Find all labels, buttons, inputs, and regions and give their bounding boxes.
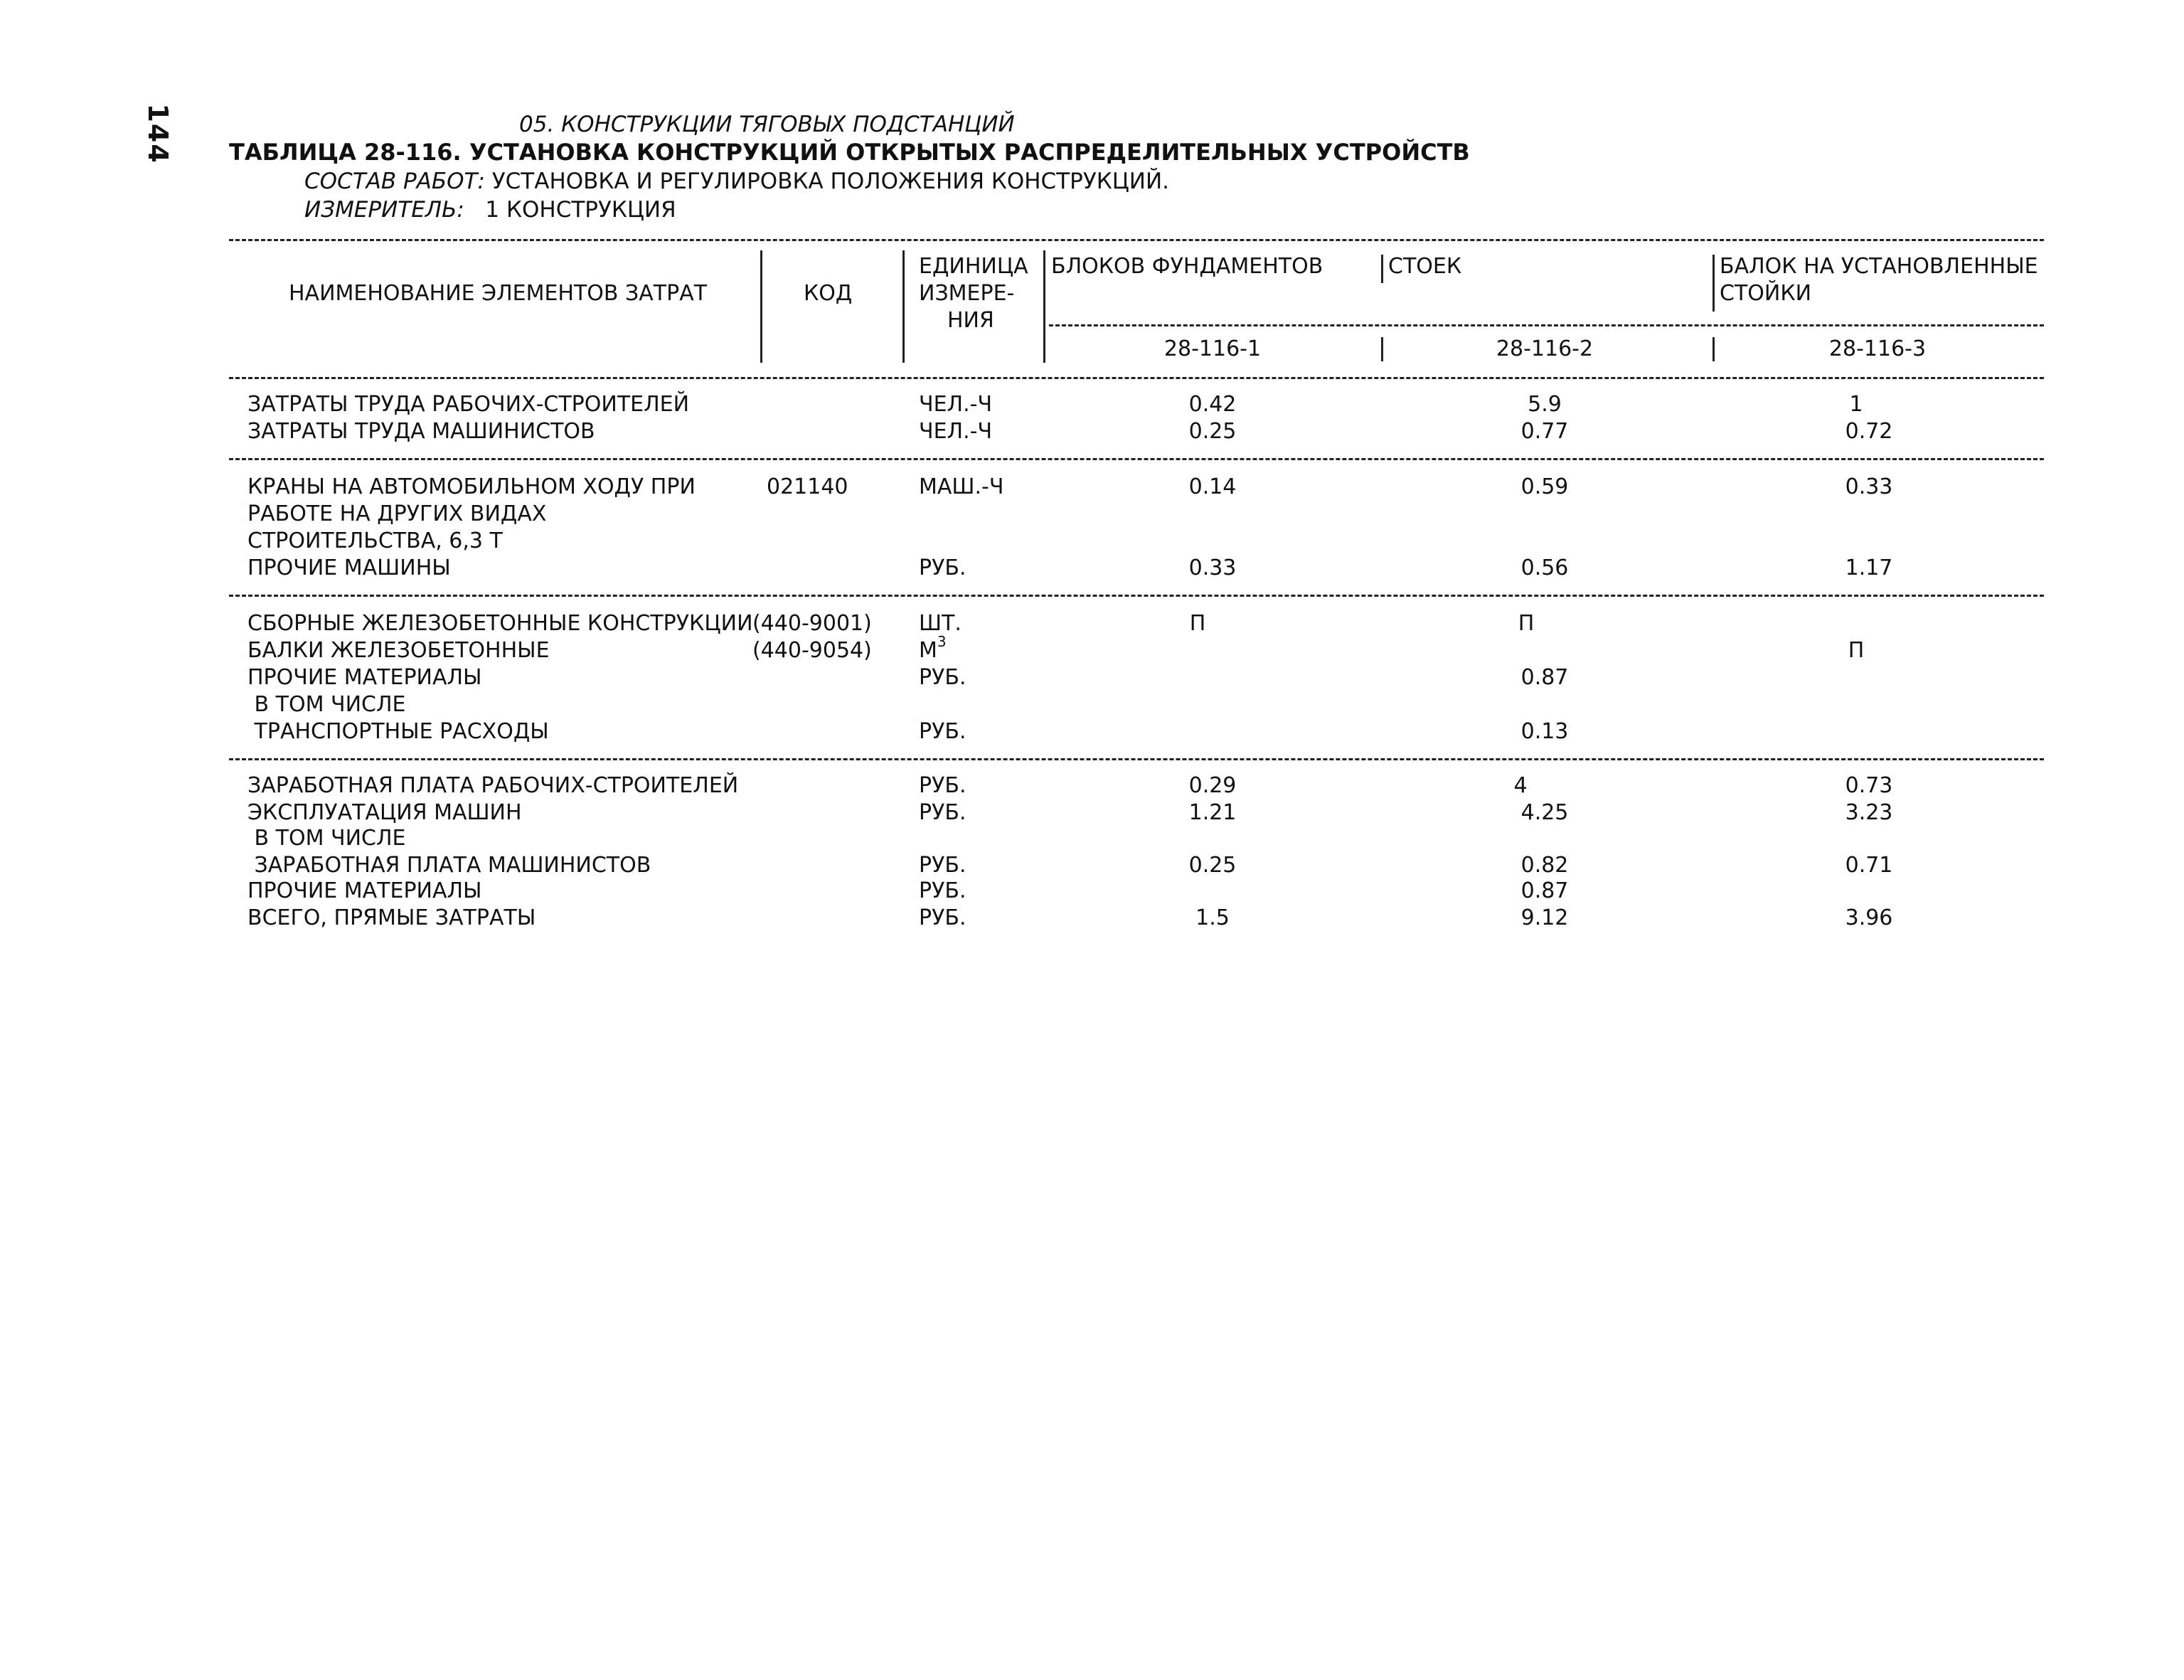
header-col2: СТОЕК (1388, 254, 1462, 279)
unit-label: ИЗМЕРИТЕЛЬ: (304, 197, 464, 223)
header-unit: НИЯ (947, 308, 994, 333)
table-top-rule (229, 239, 2044, 241)
row-unit: МАШ.-Ч (919, 474, 1004, 499)
row-value-3: 0.73 (1845, 773, 1893, 798)
row-value-2: 4 (1513, 773, 1528, 798)
row-name: ПРОЧИЕ МАШИНЫ (247, 555, 451, 580)
row-unit: РУБ. (919, 719, 966, 744)
header-col3: СТОЙКИ (1720, 281, 1812, 306)
row-value-2: 4.25 (1520, 800, 1569, 825)
row-unit-base: М (919, 638, 937, 663)
header-code3: 28-116-3 (1828, 336, 1927, 361)
work-composition (304, 171, 1169, 193)
row-value-2: 9.12 (1520, 905, 1569, 930)
row-name: ВСЕГО, ПРЯМЫЕ ЗАТРАТЫ (247, 905, 536, 930)
row-name: В ТОМ ЧИСЛЕ (247, 692, 406, 717)
row-name: ПРОЧИЕ МАТЕРИАЛЫ (247, 665, 482, 690)
row-unit: РУБ. (919, 773, 966, 798)
row-unit: РУБ. (919, 905, 966, 930)
row-value-2: 0.87 (1520, 878, 1569, 903)
row-unit-superscript: 3 (937, 633, 947, 650)
row-value-1: П (1189, 611, 1206, 636)
row-unit (919, 633, 947, 663)
row-unit: ЧЕЛ.-Ч (919, 419, 993, 444)
header-code: КОД (804, 281, 853, 306)
row-name: ТРАНСПОРТНЫЕ РАСХОДЫ (247, 719, 549, 744)
row-name: СТРОИТЕЛЬСТВА, 6,3 Т (247, 528, 503, 553)
row-value-2: 0.87 (1520, 665, 1569, 690)
row-name: ЭКСПЛУАТАЦИЯ МАШИН (247, 800, 522, 825)
row-name: В ТОМ ЧИСЛЕ (247, 826, 406, 851)
row-value-1: 0.25 (1188, 419, 1237, 444)
row-name: ЗАТРАТЫ ТРУДА МАШИНИСТОВ (247, 419, 595, 444)
row-value-1: 1.5 (1195, 905, 1230, 930)
header-divider (760, 250, 762, 363)
page-number: 144 (142, 103, 174, 164)
row-value-2: П (1518, 611, 1535, 636)
table-title: ТАБЛИЦА 28-116. УСТАНОВКА КОНСТРУКЦИЙ ОТКРЫТЫХ РАСПРЕДЕЛИТЕЛЬНЫХ УСТРОЙСТВ (229, 139, 1470, 166)
row-code: 021140 (767, 474, 848, 499)
header-unit: ЕДИНИЦА (919, 254, 1028, 279)
row-name: ЗАТРАТЫ ТРУДА РАБОЧИХ-СТРОИТЕЛЕЙ (247, 392, 690, 417)
row-value-3: 0.72 (1845, 419, 1893, 444)
row-code: (440-9054) (752, 638, 872, 663)
row-name: СБОРНЫЕ ЖЕЛЕЗОБЕТОННЫЕ КОНСТРУКЦИИ (247, 611, 753, 636)
work-value: УСТАНОВКА И РЕГУЛИРОВКА ПОЛОЖЕНИЯ КОНСТРУКЦИЙ. (491, 169, 1170, 194)
header-col3: БАЛОК НА УСТАНОВЛЕННЫЕ (1720, 254, 2038, 279)
row-name: БАЛКИ ЖЕЛЕЗОБЕТОННЫЕ (247, 638, 550, 663)
group-rule (229, 458, 2044, 460)
header-col1: БЛОКОВ ФУНДАМЕНТОВ (1051, 254, 1323, 279)
row-value-3: 0.33 (1845, 474, 1893, 499)
row-value-3: 1.17 (1845, 555, 1893, 580)
row-value-1: 0.42 (1188, 392, 1237, 417)
row-value-3: 3.96 (1845, 905, 1893, 930)
header-name: НАИМЕНОВАНИЕ ЭЛЕМЕНТОВ ЗАТРАТ (289, 281, 708, 306)
row-value-3: 1 (1849, 392, 1863, 417)
row-code: (440-9001) (752, 611, 872, 636)
header-unit: ИЗМЕРЕ- (919, 281, 1015, 306)
row-name: ЗАРАБОТНАЯ ПЛАТА РАБОЧИХ-СТРОИТЕЛЕЙ (247, 773, 739, 798)
header-bottom-rule (229, 377, 2044, 379)
row-value-3: 0.71 (1845, 853, 1893, 878)
row-value-2: 0.77 (1520, 419, 1569, 444)
row-name: РАБОТЕ НА ДРУГИХ ВИДАХ (247, 501, 547, 526)
row-value-2: 0.13 (1520, 719, 1569, 744)
header-divider (1712, 255, 1715, 312)
section-heading: 05. КОНСТРУКЦИИ ТЯГОВЫХ ПОДСТАНЦИЙ (519, 112, 1015, 137)
row-value-2: 5.9 (1528, 392, 1562, 417)
header-divider (1712, 337, 1715, 361)
header-code1: 28-116-1 (1163, 336, 1262, 361)
group-rule (229, 758, 2044, 760)
row-unit: РУБ. (919, 665, 966, 690)
header-code2: 28-116-2 (1496, 336, 1594, 361)
work-label: СОСТАВ РАБОТ: (304, 169, 485, 194)
row-name: ПРОЧИЕ МАТЕРИАЛЫ (247, 878, 482, 903)
row-value-3: П (1848, 638, 1865, 663)
row-unit: РУБ. (919, 853, 966, 878)
group-rule (229, 595, 2044, 597)
row-name: ЗАРАБОТНАЯ ПЛАТА МАШИНИСТОВ (247, 853, 651, 878)
header-divider (1381, 337, 1383, 361)
header-divider (902, 250, 905, 363)
row-value-1: 0.25 (1188, 853, 1237, 878)
header-divider (1043, 250, 1045, 363)
row-unit: РУБ. (919, 800, 966, 825)
header-divider (1381, 255, 1383, 283)
header-mid-rule (1049, 324, 2044, 326)
row-unit: РУБ. (919, 555, 966, 580)
row-value-2: 0.59 (1520, 474, 1569, 499)
row-unit: ЧЕЛ.-Ч (919, 392, 993, 417)
row-name: КРАНЫ НА АВТОМОБИЛЬНОМ ХОДУ ПРИ (247, 474, 696, 499)
row-value-1: 0.14 (1188, 474, 1237, 499)
unit-value: 1 КОНСТРУКЦИЯ (485, 197, 676, 223)
row-value-1: 0.29 (1188, 773, 1237, 798)
row-unit: ШТ. (919, 611, 962, 636)
row-value-2: 0.56 (1520, 555, 1569, 580)
row-unit: РУБ. (919, 878, 966, 903)
row-value-1: 0.33 (1188, 555, 1237, 580)
row-value-1: 1.21 (1188, 800, 1237, 825)
row-value-3: 3.23 (1845, 800, 1893, 825)
measure-unit (304, 199, 676, 221)
row-value-2: 0.82 (1520, 853, 1569, 878)
